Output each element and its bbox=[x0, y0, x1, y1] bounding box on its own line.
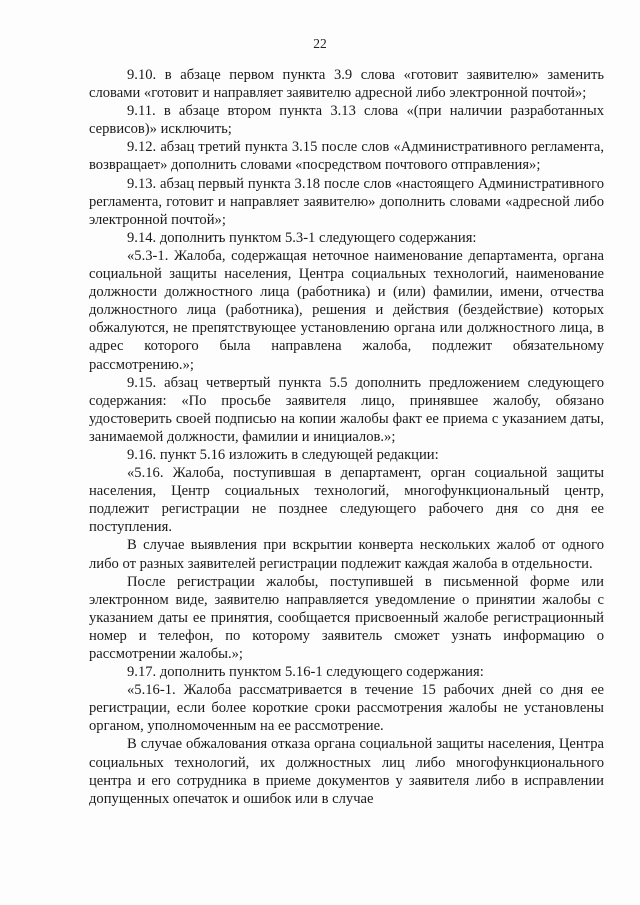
paragraph-9-14: 9.14. дополнить пунктом 5.3-1 следующего содержания: bbox=[127, 229, 477, 246]
paragraph-5-3-1: «5.3-1. Жалоба, содержащая неточное наименование департамента, органа социальной защиты населения, Центра социальных технологий, наименование должности должностного лица (работника) и (или) фамилии, имени, отчества должностного лица (работника), решения и действия (бездействие) которых обжалуются, не препятствующее установлению органа или должностного лица, в адрес которого была направлена жалоба, подлежит обязательному рассмотрению.»; bbox=[89, 247, 604, 373]
paragraph-9-10: 9.10. в абзаце первом пункта 3.9 слова «готовит заявителю» заменить словами «готовит и направляет заявителю адресной либо электронной почтой»; bbox=[89, 67, 604, 102]
paragraph-9-15: 9.15. абзац четвертый пункта 5.5 дополнить предложением следующего содержания: «По просьбе заявителя лицо, принявшее жалобу, обязано удостоверить своей подписью на копии жалобы факт ее приема с указанием даты, занимаемой должности, фамилии и инициалов.»; bbox=[89, 374, 604, 445]
page-number: 22 bbox=[313, 36, 327, 51]
paragraph-9-13: 9.13. абзац первый пункта 3.18 после слов «настоящего Административного регламента, готовит и направляет заявителю» дополнить словами «адресной либо электронной почтой»; bbox=[89, 175, 604, 228]
paragraph-9-16: 9.16. пункт 5.16 изложить в следующей редакции: bbox=[127, 446, 439, 463]
paragraph-9-17: 9.17. дополнить пунктом 5.16-1 следующего содержания: bbox=[127, 664, 484, 681]
paragraph-9-12: 9.12. абзац третий пункта 3.15 после слов «Административного регламента, возвращает» дополнить словами «посредством почтового отправления»; bbox=[89, 139, 604, 174]
paragraph-5-16-1-appeal: В случае обжалования отказа органа социальной защиты населения, Центра социальных технологий, их должностных лиц либо многофункционального центра и его сотрудника в приеме документов у заявителя либо в исправлении допущенных опечаток и ошибок или в случае bbox=[89, 736, 604, 807]
paragraph-9-11: 9.11. в абзаце втором пункта 3.13 слова «(при наличии разработанных сервисов)» исключить; bbox=[89, 103, 604, 138]
paragraph-5-16-envelope: В случае выявления при вскрытии конверта нескольких жалоб от одного либо от разных заявителей регистрации подлежит каждая жалоба в отдельности. bbox=[89, 537, 604, 572]
paragraph-5-16-registration: После регистрации жалобы, поступившей в письменной форме или электронном виде, заявителю направляется уведомление о принятии жалобы с указанием даты ее принятия, сообщается присвоенный жалобе регистрационный номер и телефон, по которому заявитель сможет узнать информацию о рассмотрении жалобы.»; bbox=[89, 573, 604, 662]
document-body bbox=[89, 66, 604, 808]
paragraph-5-16-1: «5.16-1. Жалоба рассматривается в течение 15 рабочих дней со дня ее регистрации, если более короткие сроки рассмотрения жалобы не установлены органом, уполномоченным на ее рассмотрение. bbox=[89, 682, 604, 735]
paragraph-5-16: «5.16. Жалоба, поступившая в департамент, орган социальной защиты населения, Центр социальных технологий, многофункциональный центр, подлежит регистрации не позднее следующего рабочего дня со дня ее поступления. bbox=[89, 465, 604, 536]
